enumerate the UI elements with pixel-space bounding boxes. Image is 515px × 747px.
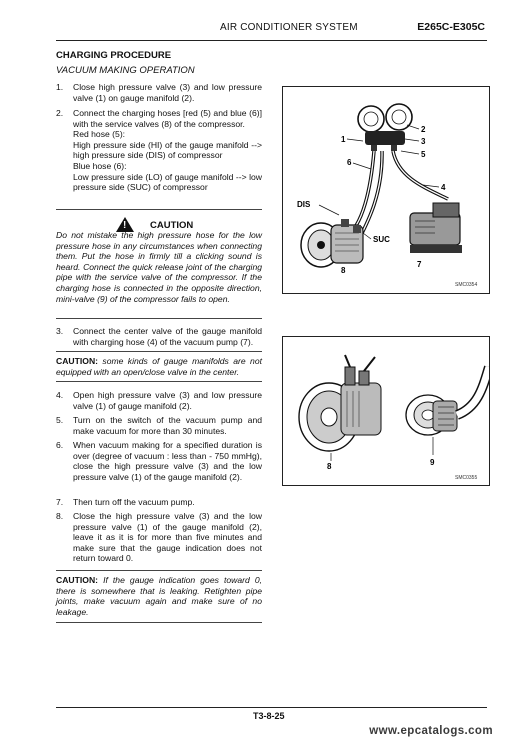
step-number: 1. (56, 82, 64, 92)
figure-mini-valve (282, 336, 490, 486)
page-number: T3-8-25 (253, 711, 285, 721)
header-model: E265C-E305C (417, 21, 485, 33)
section-title: CHARGING PROCEDURE (56, 50, 172, 61)
divider (56, 318, 262, 319)
figure-vacuum-setup (282, 86, 490, 294)
step-text: Then turn off the vacuum pump. (73, 497, 195, 507)
divider (56, 381, 262, 382)
step-text: Close high pressure valve (3) and low pressure valve (1) on gauge manifold (2). (73, 82, 262, 103)
step-text: Connect the center valve of the gauge manifold with charging hose (4) of the vacuum pump (7). (73, 326, 262, 347)
step-item (56, 108, 262, 204)
divider (56, 622, 262, 623)
section-subtitle: VACUUM MAKING OPERATION (56, 65, 195, 76)
callout-label: SUC (373, 235, 390, 244)
step-text: Turn on the switch of the vacuum pump and make vacuum for more than 30 minutes. (73, 415, 262, 436)
callout-label: 6 (347, 158, 352, 167)
warning-icon: ! (116, 217, 134, 232)
step-item (56, 415, 262, 437)
figure-id: SMC0355 (455, 475, 478, 481)
footer-divider (56, 707, 487, 708)
step-text: When vacuum making for a specified duration is over (degree of vacuum : less than - 750 mmHg), close the high pressure valve (3) and the low pressure valve (1) of the gauge manifold (2). (73, 440, 262, 482)
step-text: Open high pressure valve (3) and low pressure valve (1) of gauge manifold (2). (73, 390, 262, 411)
caution-note-text: some kinds of gauge manifolds are not equipped with an open/close valve in the center. (56, 356, 262, 377)
callout-label: 8 (341, 266, 346, 275)
callout-label: 8 (327, 462, 332, 471)
step-number: 2. (56, 108, 64, 118)
step-item (56, 390, 262, 412)
step-text: Connect the charging hoses [red (5) and blue (6)] with the service valves (8) of the compressor. Red hose (5): High pressure side (HI) of the gauge manifold --> high pressure side (DIS) of compressor Blue hose (6): Low pressure side (LO) of gauge manifold --> low pressure side (SUC) of compressor (73, 108, 262, 193)
callout-label: 4 (441, 183, 446, 192)
callout-label: 1 (341, 135, 346, 144)
callout-label: 9 (430, 458, 435, 467)
step-number: 6. (56, 440, 64, 450)
divider (56, 209, 262, 210)
vacuum-setup-illustration (283, 87, 489, 293)
step-item (56, 440, 262, 495)
step-item (56, 326, 262, 348)
caution-note-label: CAUTION: (56, 356, 99, 366)
divider (56, 570, 262, 571)
divider (56, 351, 262, 352)
figure-id: SMC0354 (455, 282, 478, 288)
callout-label: 5 (421, 150, 426, 159)
step-number: 4. (56, 390, 64, 400)
caution-note-text: If the gauge indication goes toward 0, there is somewhere that is leaking. Retighten pipe joints, make vacuum again and make sure of no leakage. (56, 575, 262, 617)
caution-text: Do not mistake the high pressure hose for the low pressure hose in any circumstances when connecting them. Put the hose in firmly till a clicking sound is heard. Connect the quick release joint of the charging pipe with the service valve of the compressor. If the charging hose is connected in the opposite direction, mini-valve (9) of the compressor fails to open. (56, 230, 262, 304)
caution-label: CAUTION (150, 220, 194, 231)
step-number: 8. (56, 511, 64, 521)
step-number: 5. (56, 415, 64, 425)
caution-note-label: CAUTION: (56, 575, 99, 585)
mini-valve-illustration (283, 337, 489, 485)
callout-label: 7 (417, 260, 422, 269)
header-title: AIR CONDITIONER SYSTEM (220, 22, 358, 33)
watermark: www.epcatalogs.com (369, 725, 493, 737)
step-item (56, 497, 262, 509)
callout-label: 2 (421, 125, 426, 134)
callout-label: 3 (421, 137, 426, 146)
caution-note (56, 356, 262, 377)
step-item (56, 511, 262, 566)
caution-note (56, 575, 262, 617)
step-item (56, 82, 262, 104)
step-number: 3. (56, 326, 64, 336)
callout-label: DIS (297, 200, 311, 209)
step-text: Close the high pressure valve (3) and the low pressure valve (1) of the gauge manifold (2), leave it as it is for more than five minutes and make sure that the gauge indication does not return toward 0. (73, 511, 262, 564)
step-number: 7. (56, 497, 64, 507)
header-divider (56, 40, 487, 41)
